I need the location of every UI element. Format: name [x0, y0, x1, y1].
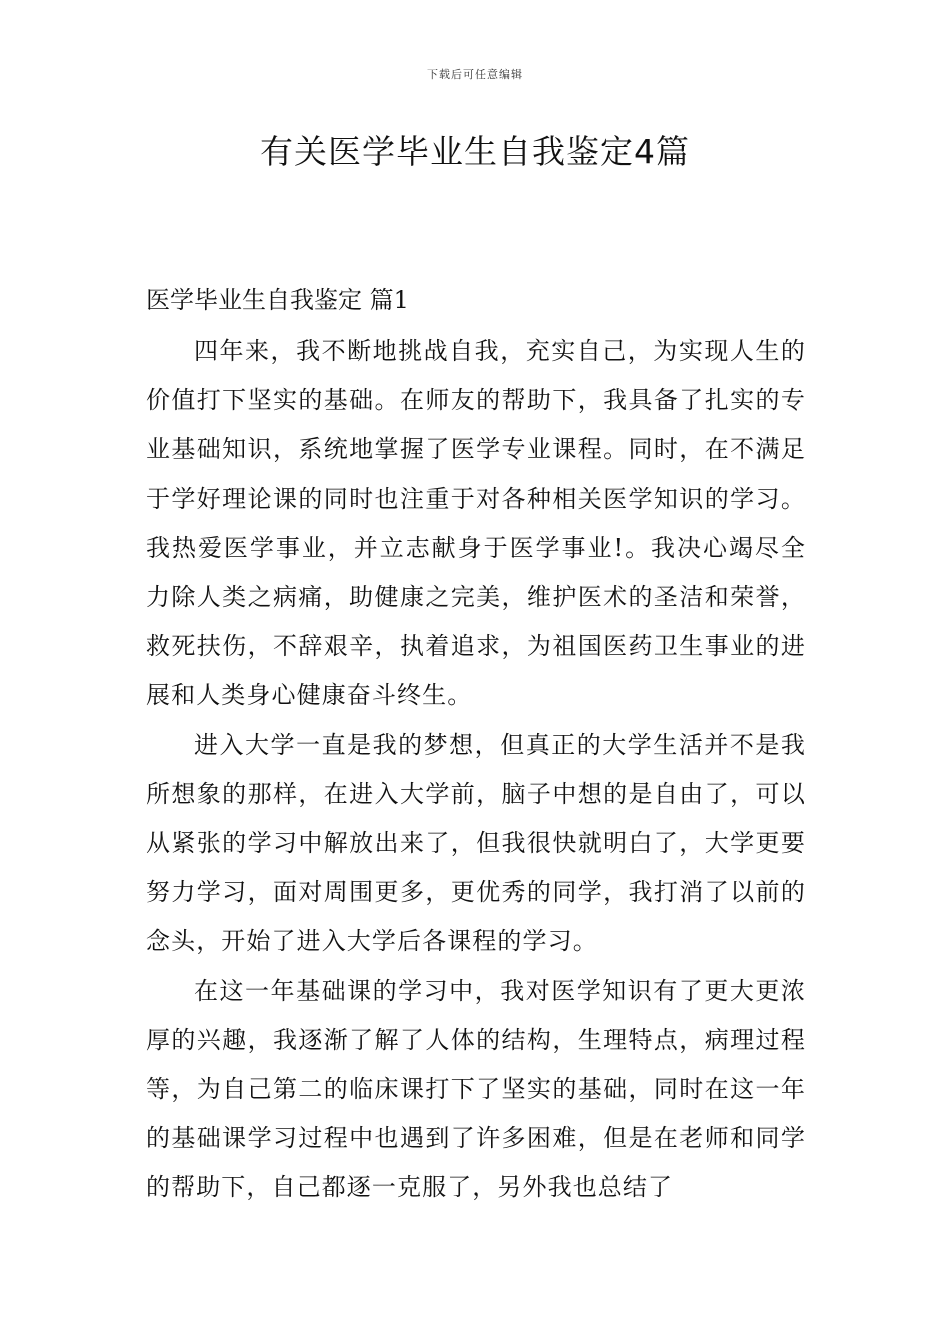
- header-note: 下载后可任意编辑: [427, 68, 523, 81]
- section-heading: 医学毕业生自我鉴定 篇1: [146, 286, 409, 314]
- document-title: 有关医学毕业生自我鉴定4篇: [260, 132, 690, 171]
- body-text: [146, 327, 806, 1213]
- paragraph: 在这一年基础课的学习中，我对医学知识有了更大更浓厚的兴趣，我逐渐了解了人体的结构，生理特点，病理过程等，为自己第二的临床课打下了坚实的基础，同时在这一年的基础课学习过程中也遇到了许多困难，但是在老师和同学的帮助下，自己都逐一克服了，另外我也总结了: [146, 976, 806, 1202]
- paragraph: 进入大学一直是我的梦想，但真正的大学生活并不是我所想象的那样，在进入大学前，脑子中想的是自由了，可以从紧张的学习中解放出来了，但我很快就明白了，大学更要努力学习，面对周围更多，更优秀的同学，我打消了以前的念头，开始了进入大学后各课程的学习。: [146, 730, 806, 956]
- paragraph: 四年来，我不断地挑战自我，充实自己，为实现人生的价值打下坚实的基础。在师友的帮助下，我具备了扎实的专业基础知识，系统地掌握了医学专业课程。同时，在不满足于学好理论课的同时也注重于对各种相关医学知识的学习。我热爱医学事业，并立志献身于医学事业!。我决心竭尽全力除人类之病痛，助健康之完美，维护医术的圣洁和荣誉，救死扶伤，不辞艰辛，执着追求，为祖国医药卫生事业的进展和人类身心健康奋斗终生。: [146, 337, 806, 710]
